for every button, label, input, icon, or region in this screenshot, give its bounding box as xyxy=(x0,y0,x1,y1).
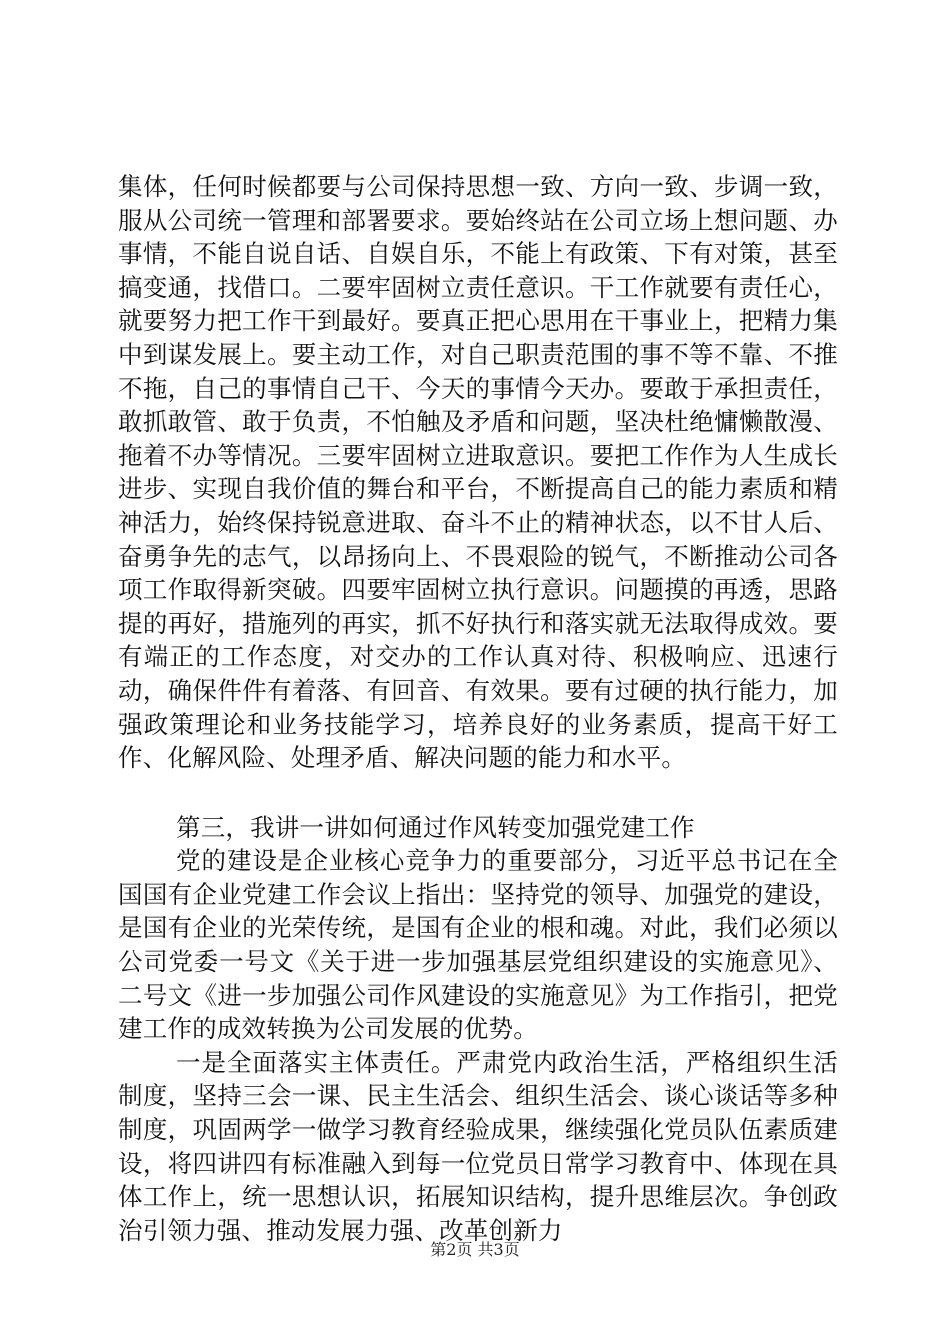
page-footer: 第2页 共3页 xyxy=(430,1240,520,1259)
paragraph-main-responsibility: 一是全面落实主体责任。严肃党内政治生活，严格组织生活制度，坚持三会一课、民主生活会、组织生活会、谈心谈话等多种制度，巩固两学一做学习教育经验成果，继续强化党员队伍素质建设，将四讲四有标准融入到每一位党员日常学习教育中、体现在具体工作上，统一思想认识，拓展知识结构，提升思维层次。争创政治引领力强、推动发展力强、改革创新力 xyxy=(118,1047,838,1245)
section-heading: 第三，我讲一讲如何通过作风转变加强党建工作 xyxy=(176,812,695,842)
document-body xyxy=(118,170,838,1247)
paragraph-party-building: 党的建设是企业核心竞争力的重要部分，习近平总书记在全国国有企业党建工作会议上指出：坚持党的领导、加强党的建设，是国有企业的光荣传统，是国有企业的根和魂。对此，我们必须以公司党委一号文《关于进一步加强基层党组织建设的实施意见》、二号文《进一步加强公司作风建设的实施意见》为工作指引，把党建工作的成效转换为公司发展的优势。 xyxy=(118,846,838,1044)
paragraph-continuation: 集体，任何时候都要与公司保持思想一致、方向一致、步调一致，服从公司统一管理和部署要求。要始终站在公司立场上想问题、办事情，不能自说自话、自娱自乐，不能上有政策、下有对策，甚至搞变通，找借口。二要牢固树立责任意识。干工作就要有责任心，就要努力把工作干到最好。要真正把心思用在干事业上，把精力集中到谋发展上。要主动工作，对自己职责范围的事不等不靠、不推不拖，自己的事情自己干、今天的事情今天办。要敢于承担责任，敢抓敢管、敢于负责，不怕触及矛盾和问题，坚决杜绝慵懒散漫、拖着不办等情况。三要牢固树立进取意识。要把工作作为人生成长进步、实现自我价值的舞台和平台，不断提高自己的能力素质和精神活力，始终保持锐意进取、奋斗不止的精神状态，以不甘人后、奋勇争先的志气，以昂扬向上、不畏艰险的锐气，不断推动公司各项工作取得新突破。四要牢固树立执行意识。问题摸的再透，思路提的再好，措施列的再实，抓不好执行和落实就无法取得成效。要有端正的工作态度，对交办的工作认真对待、积极响应、迅速行动，确保件件有着落、有回音、有效果。要有过硬的执行能力，加强政策理论和业务技能学习，培养良好的业务素质，提高干好工作、化解风险、处理矛盾、解决问题的能力和水平。 xyxy=(118,172,838,773)
